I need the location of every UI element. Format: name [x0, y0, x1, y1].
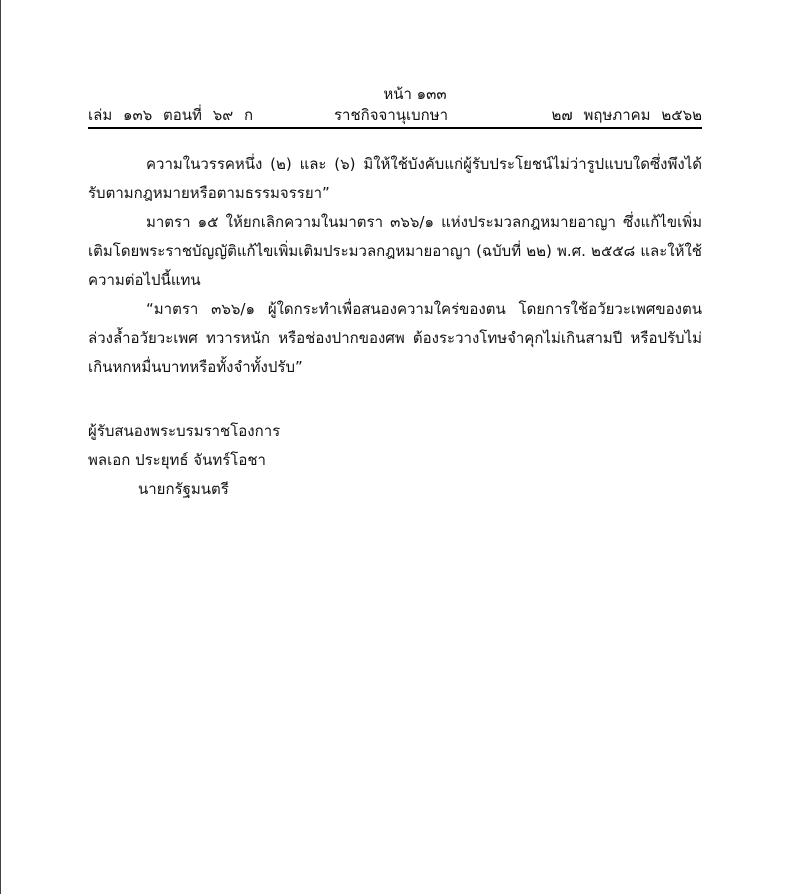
- paragraph-2-text: มาตรา ๑๕ ให้ยกเลิกความในมาตรา ๓๖๖/๑ แห่งประมวลกฎหมายอาญา ซึ่งแก้ไขเพิ่มเติมโดยพระราชบัญญัติแก้ไขเพิ่มเติมประมวลกฎหมายอาญา (ฉบับที่ ๒๒) พ.ศ. ๒๕๕๘ และให้ใช้ความต่อไปนี้แทน: [88, 213, 702, 289]
- signatory-name: พลเอก ประยุทธ์ จันทร์โอชา: [88, 451, 266, 469]
- publication-name: ราชกิจจานุเบกษา: [334, 106, 449, 124]
- page-edge-line: [0, 0, 1, 894]
- countersign-line: ผู้รับสนองพระบรมราชโองการ: [88, 422, 281, 440]
- page-number: หน้า ๑๓๓: [383, 85, 447, 103]
- paragraph-3: [88, 295, 702, 382]
- signatory-title: นายกรัฐมนตรี: [138, 480, 229, 498]
- paragraph-1-text: ความในวรรคหนึ่ง (๒) และ (๖) มิให้ใช้บังคับแก่ผู้รับประโยชน์ไม่ว่ารูปแบบใดซึ่งพึงได้รับตามกฎหมายหรือตามธรรมจรรยา”: [88, 155, 702, 202]
- signature-block: [88, 417, 702, 504]
- gazette-page: [88, 0, 702, 894]
- paragraph-1: [88, 150, 702, 208]
- header-divider: [88, 127, 702, 129]
- volume-info: เล่ม ๑๓๖ ตอนที่ ๖๙ ก: [88, 106, 254, 124]
- gazette-header: [88, 106, 702, 126]
- document-body: [88, 150, 702, 382]
- paragraph-3-text: “มาตรา ๓๖๖/๑ ผู้ใดกระทำเพื่อสนองความใคร่ของตน โดยการใช้อวัยวะเพศของตนล่วงล้ำอวัยวะเพศ ทวารหนัก หรือช่องปากของศพ ต้องระวางโทษจำคุกไม่เกินสามปี หรือปรับไม่เกินหกหมื่นบาทหรือทั้งจำทั้งปรับ”: [88, 300, 702, 376]
- paragraph-2: [88, 208, 702, 295]
- publication-date: ๒๗ พฤษภาคม ๒๕๖๒: [551, 106, 702, 124]
